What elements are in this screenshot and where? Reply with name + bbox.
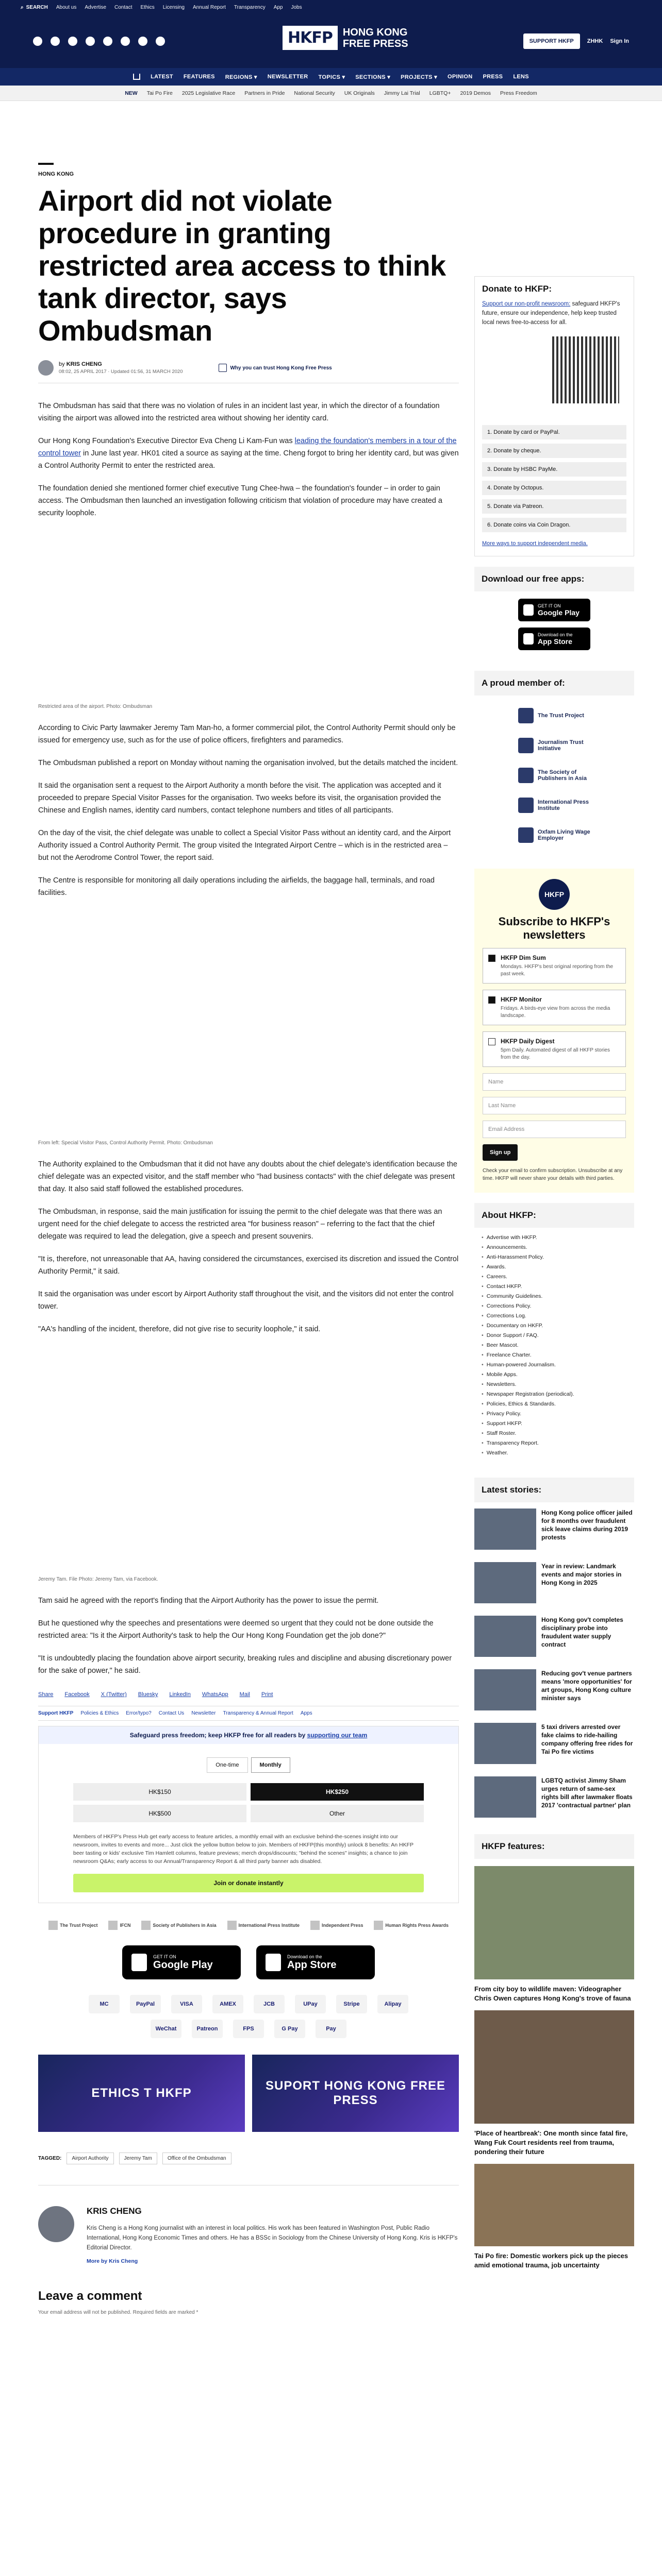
about-link[interactable]: • Newsletters. <box>482 1380 627 1389</box>
trending-item[interactable]: Jimmy Lai Trial <box>384 90 420 96</box>
logo-mark: HKFP <box>283 26 338 50</box>
mini-link[interactable]: Transparency & Annual Report <box>223 1710 293 1716</box>
donate-option[interactable]: 2. Donate by cheque. <box>482 444 626 458</box>
site-logo[interactable] <box>283 26 408 50</box>
trending-item[interactable]: Press Freedom <box>500 90 537 96</box>
article-title: Airport did not violate procedure in granting restricted area access to think tank director, says Ombudsman <box>38 184 446 347</box>
alipay-icon: Alipay <box>377 1995 408 2013</box>
member-logo[interactable]: International Press Institute <box>518 798 590 813</box>
youtube-icon[interactable] <box>103 37 112 46</box>
util-licensing[interactable]: Licensing <box>162 4 185 10</box>
newsletter-title: Subscribe to HKFP's newsletters <box>498 915 610 941</box>
newsletter-option[interactable]: HKFP Dim Sum Mondays. HKFP's best original reporting from the past week. <box>483 948 626 984</box>
mastercard-icon: MC <box>89 1995 120 2013</box>
paragraph: "It is, therefore, not unreasonable that AA, having considered the circumstances, exercised its discretion and issued the Control Authority Permit," it said. <box>38 1255 459 1276</box>
partner-logo[interactable]: The Trust Project <box>48 1921 98 1930</box>
feature-item[interactable]: From city boy to wildlife maven: Videographer Chris Owen captures Hong Kong's trove of fauna <box>474 1866 634 2003</box>
byline-text <box>59 361 183 375</box>
amex-icon: AMEX <box>212 1995 243 2013</box>
paragraph: It said the organisation sent a request to the Airport Authority a month before the visit. The application was accepted and it proceeded to prepare Special Visitor Passes for the organisation. Two weeks before its visit, the organisation provided the Chinese and English names, identity card numbers, contact telephone numbers and titles of all participants. <box>38 782 441 815</box>
support-team-link[interactable]: supporting our team <box>307 1732 368 1739</box>
paragraph: On the day of the visit, the chief delegate was unable to collect a Special Visitor Pass without an identity card, and the Airport Authority issued a Control Authority Permit. The group visited the Integrated Airport Centre – which is in the restricted area – but not the Aerodrome Control Tower, the report said. <box>38 829 451 862</box>
google-play-icon <box>131 1954 147 1971</box>
donate-option[interactable]: 5. Donate via Patreon. <box>482 499 626 514</box>
trust-project-icon <box>518 708 534 723</box>
about-link[interactable]: • Careers. <box>482 1272 627 1282</box>
new-badge: NEW <box>125 90 138 96</box>
paragraph: The Ombudsman published a report on Monday without naming the organisation involved, but the details matched the incident. <box>38 759 458 767</box>
share-x[interactable]: X (Twitter) <box>101 1691 127 1698</box>
about-link[interactable]: • Transparency Report. <box>482 1438 627 1448</box>
paragraph: "It is undoubtedly placing the foundation above airport security, breaking rules and discipline and abusing discretionary power for the sake of power," he said. <box>38 1654 452 1675</box>
independent-press-icon <box>310 1921 320 1930</box>
paragraph: The Authority explained to the Ombudsman that it did not have any doubts about the chief delegate's identification because the chief delegate was an expected visitor, and the staff member who "had business contacts" with the chief delegate was present that day. It also said staff followed the established procedures. <box>38 1160 457 1193</box>
trending-item[interactable]: National Security <box>294 90 335 96</box>
paragraph: It said the organisation was under escort by Airport Authority staff throughout the visit, and the visitors did not enter the control tower. <box>38 1290 454 1311</box>
share-bluesky[interactable]: Bluesky <box>138 1691 158 1698</box>
donate-card <box>474 276 634 556</box>
sopa-icon <box>141 1921 151 1930</box>
jcb-icon: JCB <box>254 1995 285 2013</box>
share-print[interactable]: Print <box>261 1691 273 1698</box>
amount-option-selected[interactable]: HK$250 <box>251 1783 424 1801</box>
first-name-input[interactable]: Name <box>483 1073 626 1091</box>
member-logo[interactable]: Oxfam Living Wage Employer <box>518 827 590 843</box>
story-thumbnail <box>474 1616 536 1657</box>
share-whatsapp[interactable]: WhatsApp <box>202 1691 228 1698</box>
inline-link[interactable]: leading the foundation's members in a tour of the control tower <box>38 437 457 457</box>
partner-logo[interactable]: Human Rights Press Awards <box>374 1921 449 1930</box>
trust-project-icon <box>48 1921 58 1930</box>
search-icon: ⌕ <box>21 4 24 10</box>
donate-note: Members of HKFP's Press Hub get early access to feature articles, a monthly email with an exclusive behind-the-scenes insight into our newsroom, invites to events and more... Just click the yellow button below to join. Members of HKFP(this monthly) unlock 8 benefits: An HKFP beer tasting or kids' exclusive Tim Hamlett columns, feature previews; merch drops/discounts; "behind the scenes" insights; a chance to join newsroom Q&As; early access to our Annual/Transparency Report & all third party banner ads disabled. <box>73 1834 413 1865</box>
newsletter-signup <box>474 869 634 1193</box>
bluesky-icon[interactable] <box>156 37 165 46</box>
freq-one-time[interactable]: One-time <box>207 1757 247 1773</box>
frequency-toggle <box>39 1757 458 1773</box>
amount-option[interactable]: HK$500 <box>73 1805 246 1822</box>
trending-item[interactable]: UK Originals <box>344 90 375 96</box>
about-title: About HKFP: <box>474 1203 634 1228</box>
more-by-author-link[interactable]: More by Kris Cheng <box>87 2258 138 2264</box>
partner-logo[interactable]: Society of Publishers in Asia <box>141 1921 216 1930</box>
payment-methods <box>84 1995 413 2038</box>
trending-nav <box>0 86 662 101</box>
paragraph: According to Civic Party lawmaker Jeremy Tam Man-ho, a former commercial pilot, the Control Authority Permit should only be issued for emergency use, such as for the use of police officers, firefighters and paramedics. <box>38 724 456 744</box>
article-tags <box>38 2153 459 2164</box>
google-play-button[interactable]: GET IT ON Google Play <box>518 599 590 621</box>
trending-item[interactable]: 2019 Demos <box>460 90 491 96</box>
tag-link[interactable]: Jeremy Tam <box>119 2153 157 2164</box>
about-link[interactable]: • Mobile Apps. <box>482 1370 627 1380</box>
latest-stories <box>474 1502 634 1824</box>
signup-button[interactable]: Sign up <box>483 1144 518 1161</box>
story-item[interactable]: LGBTQ activist Jimmy Sham urges return of same-sex rights bill after lawmaker floats 2017 'contractual partner' plan <box>474 1770 634 1824</box>
google-play-icon <box>523 604 534 616</box>
support-hkfp-button[interactable]: SUPPORT HKFP <box>523 33 580 49</box>
trending-item[interactable]: LGBTQ+ <box>429 90 451 96</box>
instagram-icon[interactable] <box>68 37 77 46</box>
story-thumbnail <box>474 1562 536 1603</box>
member-logo[interactable]: The Society of Publishers in Asia <box>518 768 590 783</box>
feature-image <box>474 1866 634 1979</box>
linkedin-icon[interactable] <box>121 37 130 46</box>
app-store-button[interactable]: Download on the App Store <box>256 1945 375 1979</box>
patreon-icon: Patreon <box>192 2020 223 2038</box>
comments-note: Your email address will not be published. Required fields are marked * <box>38 2310 198 2315</box>
tag-link[interactable]: Airport Authority <box>67 2153 113 2164</box>
last-name-input[interactable]: Last Name <box>483 1097 626 1114</box>
paragraph: Tam said he agreed with the report's finding that the Airport Authority has the power to issue the permit. <box>38 1597 379 1605</box>
about-link[interactable]: • Advertise with HKFP. <box>482 1233 627 1243</box>
header-actions <box>523 33 629 49</box>
donate-option[interactable]: 4. Donate by Octopus. <box>482 481 626 495</box>
feature-item[interactable]: Tai Po fire: Domestic workers pick up the pieces amid emotional trauma, job uncertainty <box>474 2164 634 2270</box>
join-donate-button[interactable]: Join or donate instantly <box>73 1874 424 1892</box>
about-link[interactable]: • Announcements. <box>482 1243 627 1252</box>
utility-bar <box>0 0 662 14</box>
unionpay-icon: UPay <box>295 1995 326 2013</box>
story-thumbnail <box>474 1776 536 1818</box>
google-play-button[interactable]: GET IT ON Google Play <box>122 1945 241 1979</box>
story-item[interactable]: Year in review: Landmark events and major stories in Hong Kong in 2025 <box>474 1556 634 1609</box>
main-nav <box>0 68 662 86</box>
checkbox-checked[interactable] <box>488 955 495 962</box>
feature-image <box>474 2164 634 2246</box>
support-banner[interactable]: SUPORT HONG KONG FREE PRESS <box>252 2055 459 2132</box>
hrpa-icon <box>374 1921 383 1930</box>
about-link[interactable]: • Contact HKFP. <box>482 1282 627 1292</box>
nav-press[interactable]: PRESS <box>483 74 503 80</box>
amount-options <box>73 1783 424 1822</box>
mini-link[interactable]: Support HKFP <box>38 1710 74 1716</box>
article-category[interactable]: HONG KONG <box>38 171 74 177</box>
about-link[interactable]: • Beer Mascot. <box>482 1341 627 1350</box>
ethics-banner[interactable]: ETHICS T HKFP <box>38 2055 245 2132</box>
share-facebook[interactable]: Facebook <box>64 1691 90 1698</box>
nav-topics[interactable]: TOPICS ▾ <box>318 74 345 80</box>
paragraph: The Centre is responsible for monitoring all daily operations including the airfields, the baggage hall, terminals, and road facilities. <box>38 876 435 897</box>
share-bar <box>38 1691 459 1698</box>
about-link[interactable]: • Support HKFP. <box>482 1419 627 1429</box>
share-linkedin[interactable]: LinkedIn <box>169 1691 191 1698</box>
amount-option[interactable]: Other <box>251 1805 424 1822</box>
about-link[interactable]: • Anti-Harassment Policy. <box>482 1252 627 1262</box>
trending-item[interactable]: 2025 Legislative Race <box>181 90 236 96</box>
paragraph: The Ombudsman, in response, said the main justification for issuing the permit to the chief delegate was that there was an urgent need for the chief delegate to access the restricted area "for business reason" – referring to the fact that the chief delegate was required to lead the delegation, give a speech and present souvenirs. <box>38 1208 442 1241</box>
member-logo[interactable]: The Trust Project <box>518 708 590 723</box>
util-jobs[interactable]: Jobs <box>291 4 302 10</box>
threads-icon[interactable] <box>86 37 95 46</box>
x-icon[interactable] <box>51 37 60 46</box>
promo-banners <box>38 2055 459 2132</box>
sidebar <box>474 101 634 2270</box>
trust-link[interactable]: Why you can trust Hong Kong Free Press <box>219 364 332 372</box>
more-ways-link[interactable]: More ways to support independent media. <box>482 540 588 547</box>
trending-item[interactable]: Partners in Pride <box>244 90 285 96</box>
image-caption: From left: Special Visitor Pass, Control Authority Permit. Photo: Ombudsman <box>38 1140 213 1146</box>
article-image <box>38 535 459 700</box>
about-link[interactable]: • Privacy Policy. <box>482 1409 627 1419</box>
apps-title: Download our free apps: <box>474 567 634 591</box>
wechat-pay-icon: WeChat <box>151 2020 181 2038</box>
story-item[interactable]: Hong Kong police officer jailed for 8 months over fraudulent sick leave claims during 2019 protests <box>474 1502 634 1556</box>
share-label: Share <box>38 1691 54 1698</box>
mini-link[interactable]: Contact Us <box>158 1710 185 1716</box>
apple-icon <box>266 1954 281 1971</box>
qr-code <box>552 336 619 403</box>
author-photo[interactable] <box>38 2206 74 2242</box>
social-links <box>33 37 165 46</box>
ipi-icon <box>227 1921 237 1930</box>
story-item[interactable]: Hong Kong gov't completes disciplinary probe into fraudulent water supply contract <box>474 1609 634 1663</box>
sopa-icon <box>518 768 534 783</box>
partner-logo[interactable]: Independent Press <box>310 1921 363 1930</box>
util-app[interactable]: App <box>273 4 283 10</box>
publish-date: 08:02, 25 APRIL 2017 · Updated 01:56, 31 MARCH 2020 <box>59 369 183 375</box>
about-link[interactable]: • Corrections Log. <box>482 1311 627 1321</box>
about-link[interactable]: • Policies, Ethics & Standards. <box>482 1399 627 1409</box>
image-caption: Jeremy Tam. File Photo: Jeremy Tam, via Facebook. <box>38 1577 158 1582</box>
sign-in-link[interactable]: Sign In <box>610 38 629 44</box>
donate-option[interactable]: 1. Donate by card or PayPal. <box>482 425 626 439</box>
article-image <box>38 914 459 1136</box>
nav-newsletter[interactable]: NEWSLETTER <box>267 74 308 80</box>
util-annual-report[interactable]: Annual Report <box>192 4 226 10</box>
email-input[interactable]: Email Address <box>483 1121 626 1138</box>
apple-pay-icon: Pay <box>316 2020 346 2038</box>
paragraph: The foundation denied she mentioned former chief executive Tung Chee-hwa – the foundation's founder – in order to gain access. The Ombudsman then launched an investigation following criticism that violation of procedure may have created a security loophole. <box>38 484 442 517</box>
donate-card-text: Support our non-profit newsroom: safeguard HKFP's future, ensure our independence, help keep trusted local news free-to-access for all. <box>482 301 620 326</box>
mini-link[interactable]: Apps <box>300 1710 312 1716</box>
search-link[interactable]: ⌕ SEARCH <box>21 4 48 10</box>
home-icon[interactable] <box>133 74 140 80</box>
paragraph: The Ombudsman has said that there was no violation of rules in an incident last year, in which the director of a foundation visiting the airport was allowed into the restricted area without showing her identity card. <box>38 402 440 422</box>
util-advertise[interactable]: Advertise <box>85 4 107 10</box>
nav-regions[interactable]: REGIONS ▾ <box>225 74 257 80</box>
amount-option[interactable]: HK$150 <box>73 1783 246 1801</box>
share-mail[interactable]: Mail <box>239 1691 250 1698</box>
story-thumbnail <box>474 1509 536 1550</box>
feature-item[interactable]: 'Place of heartbreak': One month since fatal fire, Wang Fuk Court residents reel from trauma, pondering their future <box>474 2010 634 2157</box>
fps-icon: FPS <box>233 2020 264 2038</box>
util-about[interactable]: About us <box>56 4 77 10</box>
stripe-icon: Stripe <box>336 1995 367 2013</box>
paragraph: But he questioned why the speeches and presentations were deemed so urgent that they could not be done outside the restricted area: "Is it the Airport Authority's task to help the Our Hong Kong Foundation get the job done?" <box>38 1619 434 1640</box>
checkbox-checked[interactable] <box>488 996 495 1004</box>
nav-lens[interactable]: LENS <box>513 74 529 80</box>
util-contact[interactable]: Contact <box>114 4 133 10</box>
mini-link[interactable]: Error/typo? <box>126 1710 152 1716</box>
paragraph: "AA's handling of the incident, therefore, did not give rise to security loophole," it said. <box>38 1325 321 1333</box>
newsletter-option[interactable]: HKFP Monitor Fridays. A birds-eye view from across the media landscape. <box>483 990 626 1025</box>
newsletter-option[interactable]: HKFP Daily Digest 5pm Daily. Automated digest of all HKFP stories from the day. <box>483 1031 626 1067</box>
about-link[interactable]: • Human-powered Journalism. <box>482 1360 627 1370</box>
latest-title: Latest stories: <box>474 1478 634 1502</box>
visa-icon: VISA <box>171 1995 202 2013</box>
about-links <box>474 1228 634 1467</box>
newsletter-note: Check your email to confirm subscription. Unsubscribe at any time. HKFP will never share your details with third parties. <box>483 1168 623 1181</box>
feature-stories <box>474 1866 634 2270</box>
author-box <box>38 2185 459 2264</box>
paragraph: Our Hong Kong Foundation's Executive Director Eva Cheng Li Kam-Fun was leading the foundation's members in a tour of the control tower in June last year. HK01 cited a source as saying at the time. Cheng forgot to bring her identity card, but was given a Control Authority Permit to enter the restricted area. <box>38 437 459 470</box>
facebook-icon[interactable] <box>33 37 42 46</box>
mini-link[interactable]: Newsletter <box>191 1710 216 1716</box>
non-profit-link[interactable]: Support our non-profit newsroom: <box>482 301 571 307</box>
nav-features[interactable]: FEATURES <box>183 74 215 80</box>
about-link[interactable]: • Corrections Policy. <box>482 1301 627 1311</box>
about-link[interactable]: • Freelance Charter. <box>482 1350 627 1360</box>
nav-latest[interactable]: LATEST <box>151 74 173 80</box>
newsletter-logo: HKFP <box>539 879 570 910</box>
member-title: A proud member of: <box>474 671 634 696</box>
feature-image <box>474 2010 634 2124</box>
donate-headline: Safeguard press freedom; keep HKFP free for all readers by supporting our team <box>39 1726 458 1744</box>
member-logo[interactable]: Journalism Trust Initiative <box>518 738 590 753</box>
footer-links <box>38 1706 459 1721</box>
tag-link[interactable]: Office of the Ombudsman <box>162 2153 231 2164</box>
tags-label: TAGGED: <box>38 2156 62 2161</box>
about-link[interactable]: • Awards. <box>482 1262 627 1272</box>
partner-logo[interactable]: IFCN <box>108 1921 130 1930</box>
apple-icon <box>523 633 534 645</box>
donate-card-title: Donate to HKFP: <box>482 284 552 294</box>
nav-sections[interactable]: SECTIONS ▾ <box>355 74 391 80</box>
telegram-icon[interactable] <box>138 37 147 46</box>
byline-author: by KRIS CHENG <box>59 361 102 367</box>
author-bio: Kris Cheng is a Hong Kong journalist with an interest in local politics. His work has been featured in Washington Post, Public Radio International, Hong Kong Economic Times and others. He has a BSSc in Sociology from the Chinese University of Hong Kong. Kris is HKFP's Editorial Director. <box>87 2225 458 2251</box>
app-store-button[interactable]: Download on the App Store <box>518 628 590 650</box>
about-link[interactable]: • Weather. <box>482 1448 627 1458</box>
nav-projects[interactable]: PROJECTS ▾ <box>401 74 437 80</box>
author-name[interactable]: KRIS CHENG <box>87 2206 142 2216</box>
article-image <box>38 1351 459 1572</box>
trending-item[interactable]: Tai Po Fire <box>146 90 173 96</box>
ipi-icon <box>518 798 534 813</box>
site-header <box>0 14 662 68</box>
checkbox[interactable] <box>488 1038 495 1045</box>
about-link[interactable]: • Staff Roster. <box>482 1429 627 1438</box>
app-store-buttons <box>38 1945 459 1979</box>
member-logos <box>474 696 634 855</box>
paypal-icon: PayPal <box>130 1995 161 2013</box>
donate-option[interactable]: 6. Donate coins via Coin Dragon. <box>482 518 626 532</box>
util-ethics[interactable]: Ethics <box>140 4 155 10</box>
language-switch[interactable]: ZHHK <box>587 38 603 44</box>
image-caption: Restricted area of the airport. Photo: Ombudsman <box>38 704 153 709</box>
author-link[interactable]: KRIS CHENG <box>66 361 102 367</box>
freq-monthly[interactable]: Monthly <box>251 1757 290 1773</box>
logo-wordmark: HONG KONG FREE PRESS <box>342 26 408 49</box>
sidebar-app-buttons <box>474 591 634 660</box>
donate-widget <box>38 1726 459 1903</box>
story-item[interactable]: 5 taxi drivers arrested over fake claims to ride-hailing company offering free rides for Tai Po fire victims <box>474 1717 634 1770</box>
nav-opinion[interactable]: OPINION <box>447 74 473 80</box>
ifcn-icon <box>108 1921 118 1930</box>
mini-link[interactable]: Policies & Ethics <box>80 1710 119 1716</box>
partner-logo[interactable]: International Press Institute <box>227 1921 300 1930</box>
kicker-rule <box>38 163 54 165</box>
about-link[interactable]: • Documentary on HKFP. <box>482 1321 627 1331</box>
trust-icon <box>219 364 227 372</box>
donate-option[interactable]: 3. Donate by HSBC PayMe. <box>482 462 626 477</box>
features-title: HKFP features: <box>474 1834 634 1859</box>
util-transparency[interactable]: Transparency <box>234 4 266 10</box>
author-avatar[interactable] <box>38 360 54 376</box>
byline <box>38 360 459 376</box>
partner-logos <box>38 1921 459 1930</box>
google-pay-icon: G Pay <box>274 2020 305 2038</box>
about-link[interactable]: • Newspaper Registration (periodical). <box>482 1389 627 1399</box>
jti-icon <box>518 738 534 753</box>
comments-title: Leave a comment <box>38 2289 142 2303</box>
story-thumbnail <box>474 1723 536 1764</box>
oxfam-icon <box>518 827 534 843</box>
article <box>38 101 459 2315</box>
about-link[interactable]: • Community Guidelines. <box>482 1292 627 1301</box>
story-thumbnail <box>474 1669 536 1710</box>
about-link[interactable]: • Donor Support / FAQ. <box>482 1331 627 1341</box>
story-item[interactable]: Reducing gov't venue partners means 'more opportunities' for art groups, Hong Kong culture minister says <box>474 1663 634 1717</box>
